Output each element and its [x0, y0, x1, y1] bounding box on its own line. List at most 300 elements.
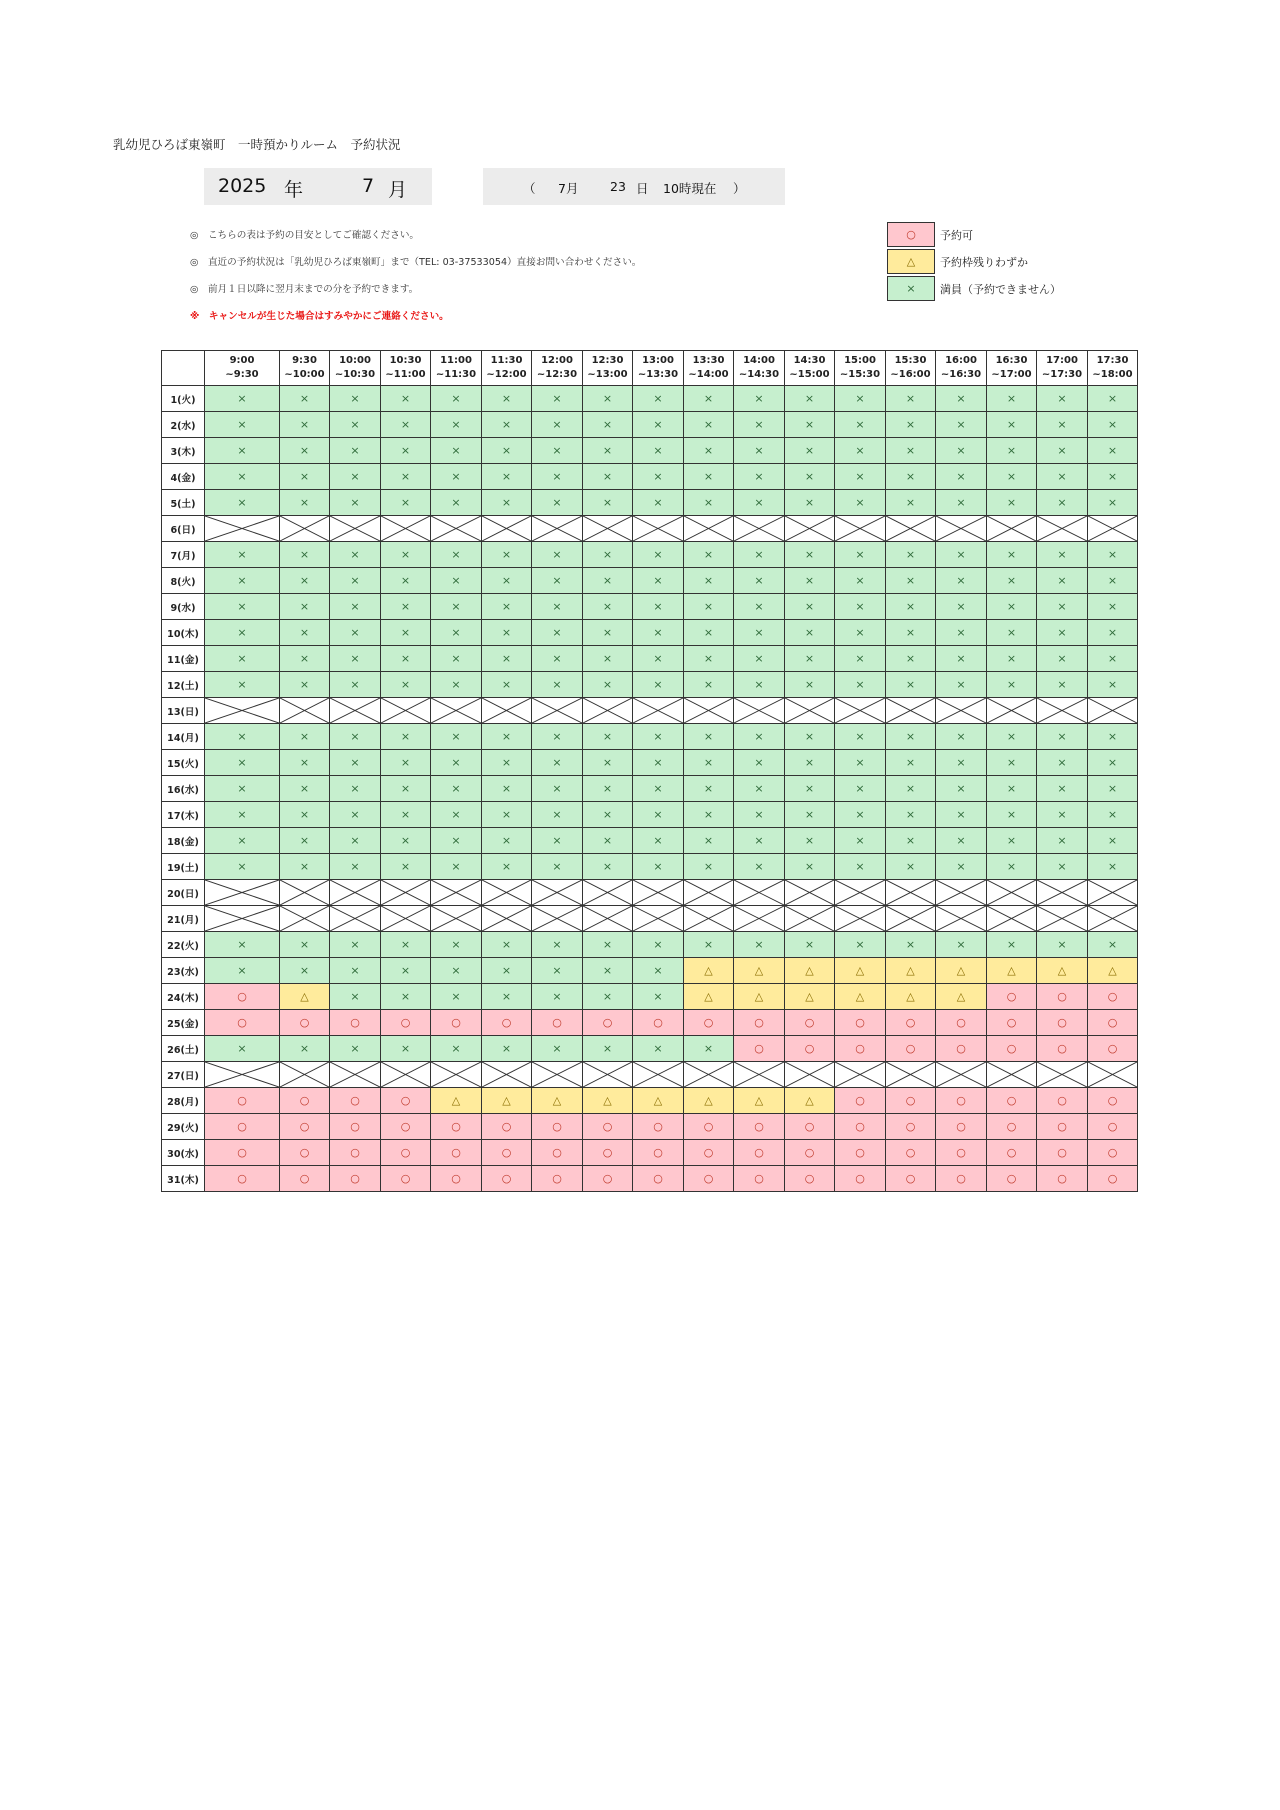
closed-cross-icon — [1037, 906, 1087, 931]
slot-cell: × — [482, 984, 532, 1010]
slot-cell: △ — [734, 984, 785, 1010]
slot-cell: × — [583, 1036, 633, 1062]
slot-cell: △ — [785, 984, 835, 1010]
closed-cell — [280, 1062, 330, 1088]
slot-cell: × — [734, 464, 785, 490]
closed-cell — [1088, 516, 1138, 542]
slot-cell: × — [936, 724, 987, 750]
closed-cell — [936, 1062, 987, 1088]
slot-cell: × — [633, 542, 684, 568]
closed-cell — [381, 698, 431, 724]
slot-cell: × — [1037, 438, 1088, 464]
closed-cell — [886, 1062, 936, 1088]
slot-cell: × — [532, 776, 583, 802]
slot-cell: × — [785, 646, 835, 672]
slot-cell: × — [886, 568, 936, 594]
closed-cell — [734, 1062, 785, 1088]
slot-cell: × — [835, 620, 886, 646]
slot-cell: × — [482, 802, 532, 828]
table-row — [162, 984, 1138, 1010]
slot-header — [1037, 351, 1088, 386]
slot-cell: △ — [734, 958, 785, 984]
year-unit: 年 — [284, 179, 304, 201]
slot-cell: ○ — [684, 1166, 734, 1192]
slot-cell: × — [936, 646, 987, 672]
closed-cell — [583, 698, 633, 724]
slot-cell: × — [633, 724, 684, 750]
closed-cross-icon — [583, 698, 632, 723]
table-row — [162, 568, 1138, 594]
closed-cross-icon — [532, 906, 582, 931]
slot-cell: × — [633, 490, 684, 516]
table-row — [162, 1114, 1138, 1140]
table-row — [162, 412, 1138, 438]
closed-cross-icon — [583, 906, 632, 931]
closed-cross-icon — [330, 698, 380, 723]
closed-cell — [987, 880, 1037, 906]
slot-cell: × — [987, 568, 1037, 594]
legend-swatch: ○ — [887, 222, 935, 247]
slot-cell: × — [734, 620, 785, 646]
day-label: 13(日) — [162, 698, 205, 724]
slot-cell: × — [205, 672, 280, 698]
slot-cell: × — [734, 386, 785, 412]
slot-cell: × — [431, 620, 482, 646]
slot-cell: △ — [734, 1088, 785, 1114]
closed-cross-icon — [431, 880, 481, 905]
slot-cell: △ — [684, 1088, 734, 1114]
closed-cell — [835, 1062, 886, 1088]
closed-cross-icon — [936, 906, 986, 931]
slot-end: ~13:30 — [637, 369, 679, 380]
slot-cell: × — [280, 464, 330, 490]
slot-cell: × — [785, 464, 835, 490]
slot-cell: × — [330, 802, 381, 828]
slot-cell: × — [205, 412, 280, 438]
slot-cell: ○ — [381, 1114, 431, 1140]
slot-cell: × — [482, 594, 532, 620]
slot-end: ~15:00 — [789, 369, 830, 380]
closed-cell — [785, 906, 835, 932]
slot-cell: × — [330, 568, 381, 594]
slot-cell: × — [431, 594, 482, 620]
slot-cell: ○ — [835, 1166, 886, 1192]
closed-cell — [431, 516, 482, 542]
slot-cell: × — [835, 776, 886, 802]
closed-cell — [431, 698, 482, 724]
closed-cross-icon — [482, 516, 531, 541]
slot-cell: × — [684, 724, 734, 750]
slot-cell: ○ — [1088, 1036, 1138, 1062]
slot-cell: × — [835, 568, 886, 594]
closed-cross-icon — [583, 1062, 632, 1087]
slot-cell: × — [633, 1036, 684, 1062]
closed-cross-icon — [1088, 906, 1137, 931]
slot-cell: ○ — [886, 1114, 936, 1140]
slot-cell: × — [936, 464, 987, 490]
slot-cell: ○ — [734, 1114, 785, 1140]
closed-cross-icon — [987, 516, 1036, 541]
slot-cell: ○ — [936, 1114, 987, 1140]
slot-cell: ○ — [936, 1140, 987, 1166]
slot-cell: × — [1037, 932, 1088, 958]
slot-cell: × — [633, 464, 684, 490]
slot-cell: × — [633, 438, 684, 464]
closed-cross-icon — [886, 880, 935, 905]
closed-cross-icon — [330, 880, 380, 905]
slot-end: ~11:00 — [385, 369, 426, 380]
closed-cell — [734, 698, 785, 724]
closed-cross-icon — [835, 1062, 885, 1087]
slot-cell: ○ — [684, 1140, 734, 1166]
slot-cell: × — [381, 438, 431, 464]
slot-cell: × — [330, 672, 381, 698]
table-row — [162, 646, 1138, 672]
slot-cell: × — [431, 490, 482, 516]
slot-start: 14:00 — [743, 355, 775, 366]
closed-cross-icon — [835, 906, 885, 931]
closed-cross-icon — [987, 880, 1036, 905]
closed-cell — [583, 880, 633, 906]
slot-cell: × — [1037, 802, 1088, 828]
closed-cell — [886, 906, 936, 932]
slot-cell: × — [583, 490, 633, 516]
closed-cross-icon — [936, 516, 986, 541]
slot-cell: ○ — [835, 1036, 886, 1062]
slot-cell: × — [583, 854, 633, 880]
closed-cross-icon — [1088, 516, 1137, 541]
slot-cell: × — [734, 828, 785, 854]
slot-cell: × — [1037, 620, 1088, 646]
slot-cell: × — [381, 750, 431, 776]
slot-cell: × — [431, 854, 482, 880]
slot-start: 9:00 — [229, 355, 255, 366]
slot-cell: ○ — [532, 1140, 583, 1166]
table-row — [162, 1062, 1138, 1088]
slot-cell: × — [785, 594, 835, 620]
closed-cross-icon — [1037, 698, 1087, 723]
closed-cross-icon — [835, 698, 885, 723]
page-title: 乳幼児ひろば東嶺町 一時預かりルーム 予約状況 — [113, 137, 401, 152]
slot-cell: × — [1037, 464, 1088, 490]
day-label: 26(土) — [162, 1036, 205, 1062]
closed-cross-icon — [330, 1062, 380, 1087]
closed-cell — [381, 880, 431, 906]
header-corner — [162, 351, 205, 386]
slot-cell: × — [431, 412, 482, 438]
slot-cell: × — [633, 854, 684, 880]
slot-cell: ○ — [1037, 1010, 1088, 1036]
slot-cell: ○ — [330, 1140, 381, 1166]
slot-cell: × — [330, 542, 381, 568]
slot-cell: × — [633, 412, 684, 438]
table-row — [162, 542, 1138, 568]
slot-header — [330, 351, 381, 386]
slot-cell: × — [987, 490, 1037, 516]
slot-cell: × — [280, 620, 330, 646]
as-of-day: 23 — [610, 179, 626, 194]
slot-cell: × — [1088, 542, 1138, 568]
slot-cell: × — [482, 438, 532, 464]
slot-cell: × — [633, 386, 684, 412]
slot-cell: ○ — [583, 1140, 633, 1166]
slot-cell: × — [1037, 750, 1088, 776]
slot-cell: × — [431, 646, 482, 672]
slot-cell: ○ — [1088, 1166, 1138, 1192]
closed-cross-icon — [532, 516, 582, 541]
table-row — [162, 1140, 1138, 1166]
slot-cell: × — [532, 672, 583, 698]
as-of-month: 7月 — [558, 181, 579, 196]
table-body — [162, 386, 1138, 1192]
slot-header — [886, 351, 936, 386]
closed-cross-icon — [987, 1062, 1036, 1087]
slot-cell: × — [734, 724, 785, 750]
slot-cell: × — [205, 802, 280, 828]
table-row — [162, 672, 1138, 698]
slot-cell: × — [482, 854, 532, 880]
closed-cross-icon — [381, 880, 430, 905]
slot-start: 16:00 — [945, 355, 977, 366]
closed-cross-icon — [734, 880, 784, 905]
slot-cell: × — [987, 750, 1037, 776]
slot-cell: × — [431, 958, 482, 984]
slot-cell: ○ — [886, 1166, 936, 1192]
slot-cell: × — [532, 828, 583, 854]
slot-cell: × — [583, 776, 633, 802]
slot-cell: × — [482, 1036, 532, 1062]
slot-cell: × — [583, 412, 633, 438]
slot-cell: ○ — [532, 1166, 583, 1192]
slot-cell: × — [785, 620, 835, 646]
slot-cell: × — [381, 932, 431, 958]
slot-cell: × — [987, 802, 1037, 828]
slot-cell: ○ — [381, 1010, 431, 1036]
slot-cell: × — [205, 1036, 280, 1062]
slot-cell: × — [280, 438, 330, 464]
slot-cell: × — [431, 984, 482, 1010]
slot-cell: × — [381, 672, 431, 698]
closed-cross-icon — [1088, 1062, 1137, 1087]
slot-cell: △ — [684, 984, 734, 1010]
closed-cross-icon — [330, 906, 380, 931]
slot-cell: × — [205, 620, 280, 646]
closed-cell — [633, 516, 684, 542]
slot-cell: × — [583, 984, 633, 1010]
slot-cell: ○ — [482, 1166, 532, 1192]
closed-cell — [532, 906, 583, 932]
slot-cell: △ — [431, 1088, 482, 1114]
slot-cell: × — [431, 542, 482, 568]
slot-cell: × — [583, 594, 633, 620]
slot-cell: × — [205, 542, 280, 568]
closed-cross-icon — [532, 698, 582, 723]
slot-cell: × — [381, 1036, 431, 1062]
slot-cell: × — [633, 568, 684, 594]
slot-cell: × — [330, 490, 381, 516]
slot-cell: × — [280, 490, 330, 516]
slot-cell: △ — [280, 984, 330, 1010]
closed-cross-icon — [936, 1062, 986, 1087]
closed-cell — [633, 880, 684, 906]
slot-cell: × — [987, 932, 1037, 958]
closed-cross-icon — [684, 516, 733, 541]
month-unit: 月 — [388, 179, 408, 201]
closed-cell — [684, 698, 734, 724]
slot-cell: × — [1037, 412, 1088, 438]
table-row — [162, 620, 1138, 646]
closed-cell — [1037, 516, 1088, 542]
slot-cell: × — [583, 568, 633, 594]
slot-cell: × — [280, 828, 330, 854]
closed-cross-icon — [1088, 880, 1137, 905]
slot-cell: × — [583, 386, 633, 412]
slot-cell: × — [936, 568, 987, 594]
slot-cell: × — [886, 932, 936, 958]
slot-cell: × — [583, 646, 633, 672]
slot-cell: × — [886, 672, 936, 698]
closed-cell — [734, 516, 785, 542]
slot-cell: × — [330, 854, 381, 880]
closed-cross-icon — [280, 880, 329, 905]
slot-cell: △ — [482, 1088, 532, 1114]
closed-cross-icon — [785, 698, 834, 723]
table-row — [162, 490, 1138, 516]
slot-cell: × — [936, 672, 987, 698]
closed-cell — [532, 1062, 583, 1088]
slot-cell: × — [1088, 412, 1138, 438]
slot-cell: × — [633, 984, 684, 1010]
slot-cell: ○ — [1088, 1140, 1138, 1166]
day-label: 12(土) — [162, 672, 205, 698]
slot-cell: ○ — [1088, 1010, 1138, 1036]
slot-cell: × — [381, 620, 431, 646]
slot-cell: × — [532, 386, 583, 412]
slot-cell: × — [785, 724, 835, 750]
notes — [190, 228, 641, 336]
closed-cross-icon — [431, 1062, 481, 1087]
slot-cell: × — [987, 672, 1037, 698]
slot-cell: × — [583, 438, 633, 464]
table-row — [162, 802, 1138, 828]
closed-cross-icon — [381, 698, 430, 723]
day-label: 27(日) — [162, 1062, 205, 1088]
table-row — [162, 854, 1138, 880]
slot-cell: × — [1037, 646, 1088, 672]
day-label: 22(火) — [162, 932, 205, 958]
slot-cell: × — [785, 802, 835, 828]
slot-end: ~13:00 — [587, 369, 628, 380]
closed-cell — [1088, 698, 1138, 724]
slot-cell: × — [835, 646, 886, 672]
slot-cell: × — [482, 464, 532, 490]
slot-cell: × — [734, 776, 785, 802]
slot-cell: × — [835, 854, 886, 880]
slot-cell: ○ — [936, 1036, 987, 1062]
slot-cell: × — [205, 724, 280, 750]
slot-cell: ○ — [205, 1010, 280, 1036]
table-row — [162, 386, 1138, 412]
slot-cell: × — [583, 542, 633, 568]
slot-cell: × — [886, 854, 936, 880]
slot-cell: ○ — [987, 1088, 1037, 1114]
slot-cell: ○ — [482, 1010, 532, 1036]
closed-cell — [280, 516, 330, 542]
note-item: ◎ 直近の予約状況は「乳幼児ひろば東嶺町」まで（TEL: 03-37533054）直接お問い合わせください。 — [190, 257, 642, 268]
closed-cell — [936, 516, 987, 542]
slot-cell: ○ — [482, 1140, 532, 1166]
slot-cell: × — [330, 464, 381, 490]
slot-cell: ○ — [205, 984, 280, 1010]
slot-cell: × — [280, 802, 330, 828]
slot-cell: × — [734, 672, 785, 698]
slot-header — [482, 351, 532, 386]
closed-cross-icon — [785, 906, 834, 931]
closed-cell — [532, 516, 583, 542]
slot-start: 13:00 — [642, 355, 674, 366]
slot-cell: × — [330, 932, 381, 958]
slot-cell: × — [431, 776, 482, 802]
slot-cell: × — [330, 386, 381, 412]
slot-cell: ○ — [205, 1140, 280, 1166]
slot-end: ~17:30 — [1041, 369, 1083, 380]
slot-cell: × — [936, 438, 987, 464]
slot-cell: × — [835, 672, 886, 698]
slot-cell: ○ — [987, 984, 1037, 1010]
closed-cross-icon — [205, 516, 279, 541]
slot-cell: × — [482, 620, 532, 646]
slot-cell: × — [633, 672, 684, 698]
slot-header — [987, 351, 1037, 386]
slot-cell: × — [936, 594, 987, 620]
slot-cell: × — [280, 724, 330, 750]
closed-cross-icon — [280, 906, 329, 931]
table-row — [162, 438, 1138, 464]
closed-cell — [987, 516, 1037, 542]
slot-cell: × — [835, 490, 886, 516]
closed-cell — [205, 516, 280, 542]
slot-cell: × — [532, 750, 583, 776]
slot-end: ~14:30 — [738, 369, 780, 380]
slot-cell: ○ — [987, 1114, 1037, 1140]
slot-cell: × — [1088, 490, 1138, 516]
closed-cross-icon — [205, 1062, 279, 1087]
closed-cell — [1088, 906, 1138, 932]
closed-cross-icon — [987, 906, 1036, 931]
slot-cell: ○ — [886, 1088, 936, 1114]
slot-cell: × — [532, 438, 583, 464]
closed-cell — [280, 906, 330, 932]
slot-cell: × — [835, 542, 886, 568]
slot-start: 10:30 — [389, 355, 422, 366]
reservation-table — [161, 350, 1138, 1192]
slot-cell: ○ — [684, 1010, 734, 1036]
slot-cell: × — [532, 958, 583, 984]
slot-cell: × — [936, 386, 987, 412]
closed-cell — [936, 698, 987, 724]
slot-start: 9:30 — [292, 355, 317, 366]
slot-cell: × — [734, 568, 785, 594]
closed-cell — [381, 906, 431, 932]
slot-cell: ○ — [987, 1010, 1037, 1036]
slot-cell: × — [1088, 802, 1138, 828]
closed-cross-icon — [583, 880, 632, 905]
legend-label: 予約枠残りわずか — [940, 256, 1028, 269]
year-value: 2025 — [218, 175, 267, 197]
day-label: 19(土) — [162, 854, 205, 880]
slot-cell: ○ — [381, 1166, 431, 1192]
slot-cell: × — [633, 750, 684, 776]
